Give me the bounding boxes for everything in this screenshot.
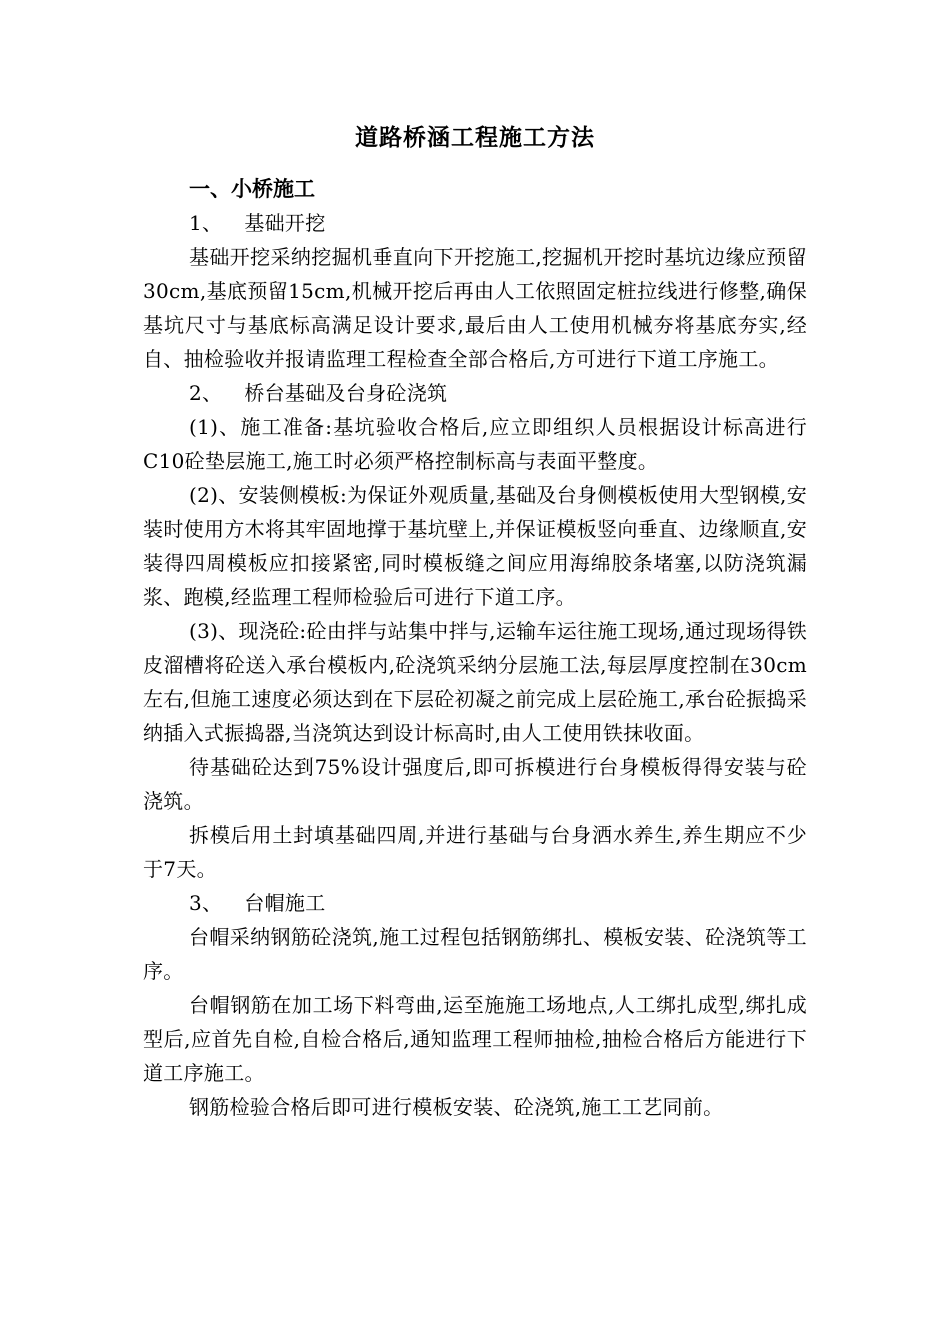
paragraph: (1)、施工准备:基坑验收合格后,应立即组织人员根据设计标高进行C10砼垫层施工,施工时必须严格控制标高与表面平整度。 (143, 415, 807, 473)
paragraph: 拆模后用土封填基础四周,并进行基础与台身洒水养生,养生期应不少于7天。 (143, 823, 807, 881)
subsection-heading-3 (143, 886, 807, 920)
paragraph: 基础开挖采纳挖掘机垂直向下开挖施工,挖掘机开挖时基坑边缘应预留30cm,基底预留15cm,机械开挖后再由人工依照固定桩拉线进行修整,确保基坑尺寸与基底标高满足设计要求,最后由人工使用机械夯将基底夯实,经自、抽检验收并报请监理工程检查全部合格后,方可进行下道工序施工。 (143, 245, 807, 371)
document-title: 道路桥涵工程施工方法 (355, 125, 595, 151)
subsection-heading-2 (143, 376, 807, 410)
subsection-heading-1 (143, 206, 807, 240)
section-heading: 一、小桥施工 (189, 177, 315, 201)
paragraph: 待基础砼达到75%设计强度后,即可拆模进行台身模板得得安装与砼浇筑。 (143, 755, 807, 813)
subsection-number: 3、 (189, 891, 223, 915)
document-page (143, 118, 807, 1124)
subsection-number: 1、 (189, 211, 223, 235)
paragraph: 台帽采纳钢筋砼浇筑,施工过程包括钢筋绑扎、模板安装、砼浇筑等工序。 (143, 925, 807, 983)
subsection-title: 台帽施工 (244, 891, 326, 915)
subsection-number: 2、 (189, 381, 223, 405)
paragraph: 台帽钢筋在加工场下料弯曲,运至施施工场地点,人工绑扎成型,绑扎成型后,应首先自检,自检合格后,通知监理工程师抽检,抽检合格后方能进行下道工序施工。 (143, 993, 807, 1085)
subsection-title: 桥台基础及台身砼浇筑 (244, 381, 448, 405)
paragraph: 钢筋检验合格后即可进行模板安装、砼浇筑,施工工艺同前。 (189, 1095, 724, 1119)
paragraph: (3)、现浇砼:砼由拌与站集中拌与,运输车运往施工现场,通过现场得铁皮溜槽将砼送入承台模板内,砼浇筑采纳分层施工法,每层厚度控制在30cm左右,但施工速度必须达到在下层砼初凝之前完成上层砼施工,承台砼振捣采纳插入式振捣器,当浇筑达到设计标高时,由人工使用铁抹收面。 (143, 619, 807, 745)
subsection-title: 基础开挖 (244, 211, 326, 235)
paragraph: (2)、安装侧模板:为保证外观质量,基础及台身侧模板使用大型钢模,安装时使用方木将其牢固地撑于基坑壁上,并保证模板竖向垂直、边缘顺直,安装得四周模板应扣接紧密,同时模板缝之间应用海绵胶条堵塞,以防浇筑漏浆、跑模,经监理工程师检验后可进行下道工序。 (143, 483, 807, 609)
